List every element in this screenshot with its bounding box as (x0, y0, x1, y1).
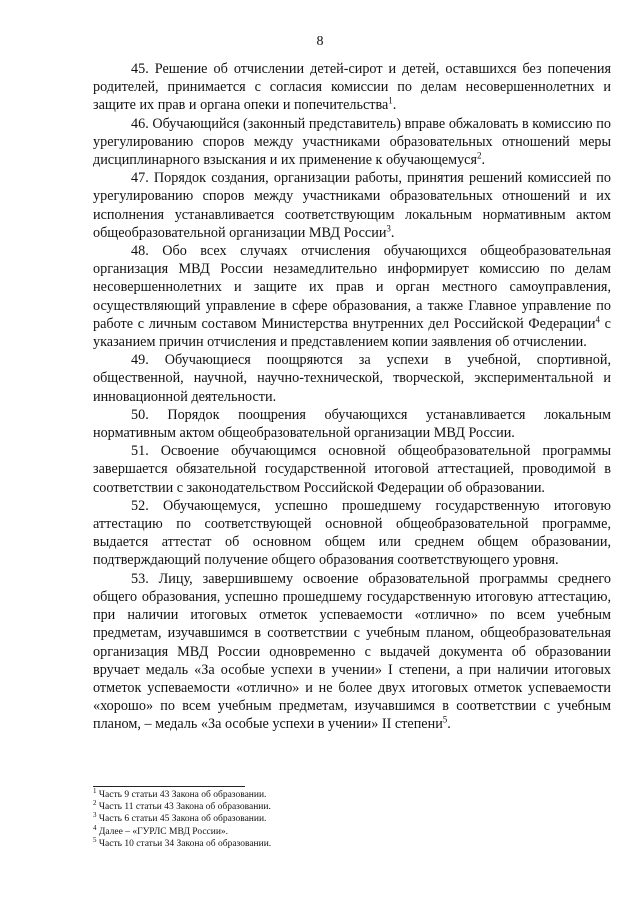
paragraph-50 (93, 406, 611, 442)
footnote-5 (93, 835, 611, 850)
paragraph-45 (93, 60, 611, 115)
footnotes (93, 786, 611, 850)
footnote-number: 2 (93, 799, 97, 808)
footnote-number: 5 (93, 835, 97, 844)
footnote-ref: 5 (442, 714, 448, 725)
paragraph-tail: . (390, 224, 395, 241)
paragraph-tail: . (481, 152, 486, 169)
paragraph-47 (93, 169, 611, 242)
footnote-ref: 3 (386, 223, 391, 234)
paragraph-text: 46. Обучающийся (законный представитель) вправе обжаловать в комиссию по урегулированию споров между участниками образовательных отношений меры дисциплинарного взыскания и их применение к обучающемуся (93, 115, 611, 169)
paragraph-49 (93, 351, 611, 406)
paragraph-text: 53. Лицу, завершившему освоение образовательной программы среднего общего образования, успешно прошедшему государственную итоговую аттестацию, при наличии итоговых отметок успеваемости «отлично» по всем учебным предметам, изучавшимся в соответствии с учебным планом, общеобразовательная организация МВД России одновременно с выдачей документа об образовании вручает медаль «За особые успехи в учении» I степени, а при наличии итоговых отметок успеваемости «отлично» и не более двух итоговых отметок успеваемости «хорошо» по всем учебным предметам, изучавшимся в соответствии с учебным планом, – медаль «За особые успехи в учении» II степени (93, 570, 611, 733)
paragraph-text: 47. Порядок создания, организации работы, принятия решений комиссией по урегулированию споров между участниками образовательных отношений и их исполнения устанавливается соответствующим локальным нормативным актом общеобразовательной организации МВД России (93, 170, 611, 241)
paragraph-text: 48. Обо всех случаях отчисления обучающихся общеобразовательная организация МВД России незамедлительно информирует комиссию по делам несовершеннолетних и защите их прав и орган местного самоуправления, осуществляющий управление в сфере образования, а также Главное управление по работе с личным составом Министерства внутренних дел Российской Федерации (93, 243, 611, 332)
paragraph-text: 52. Обучающемуся, успешно прошедшему государственную итоговую аттестацию по соответствующей основной общеобразовательной программе, выдается аттестат об основном общем или среднем общем образовании, подтверждающий получение общего образования соответствующего уровня. (93, 497, 611, 569)
paragraph-52 (93, 497, 611, 570)
footnote-3 (93, 813, 611, 825)
paragraph-text: 51. Освоение обучающимся основной общеобразовательной программы завершается обязательной государственной итоговой аттестацией, проводимой в соответствии с законодательством Российской Федерации об образовании. (93, 443, 611, 496)
footnote-text: Далее – «ГУРЛС МВД России». (98, 826, 229, 837)
paragraph-46 (93, 115, 611, 170)
body-text (93, 60, 611, 734)
paragraph-text: 50. Порядок поощрения обучающихся устанавливается локальным нормативным актом общеобразовательной организации МВД России. (93, 406, 611, 442)
footnote-4 (93, 823, 611, 838)
footnote-text: Часть 6 статьи 45 Закона об образовании. (98, 814, 267, 825)
footnote-number: 4 (93, 823, 97, 832)
footnote-2 (93, 801, 611, 813)
paragraph-53 (93, 570, 611, 734)
footnote-number: 1 (93, 786, 97, 795)
footnote-divider (93, 786, 245, 787)
paragraph-51 (93, 442, 611, 497)
footnote-number: 3 (93, 811, 97, 820)
paragraph-tail: . (447, 716, 451, 733)
footnote-1 (93, 786, 611, 801)
paragraph-text: 45. Решение об отчислении детей-сирот и детей, оставшихся без попечения родителей, принимается с согласия комиссии по делам несовершеннолетних и защите их прав и органа опеки и попечительства (93, 61, 611, 114)
paragraph-text: 49. Обучающиеся поощряются за успехи в учебной, спортивной, общественной, научной, научно-технической, творческой, экспериментальной и инновационной деятельности. (93, 352, 611, 405)
paragraph-tail: с указанием причин отчисления и представлением копии заявления об отчислении. (93, 315, 611, 351)
paragraph-48 (93, 242, 611, 351)
paragraph-tail: . (392, 97, 397, 114)
page-number: 8 (316, 34, 324, 49)
footnote-ref: 4 (595, 314, 600, 325)
footnote-ref: 1 (388, 95, 393, 106)
footnote-ref: 2 (477, 150, 482, 161)
footnote-text: Часть 10 статьи 34 Закона об образовании. (98, 838, 272, 849)
footnote-text: Часть 11 статьи 43 Закона об образовании. (98, 802, 271, 813)
footnote-text: Часть 9 статьи 43 Закона об образовании. (98, 790, 267, 800)
